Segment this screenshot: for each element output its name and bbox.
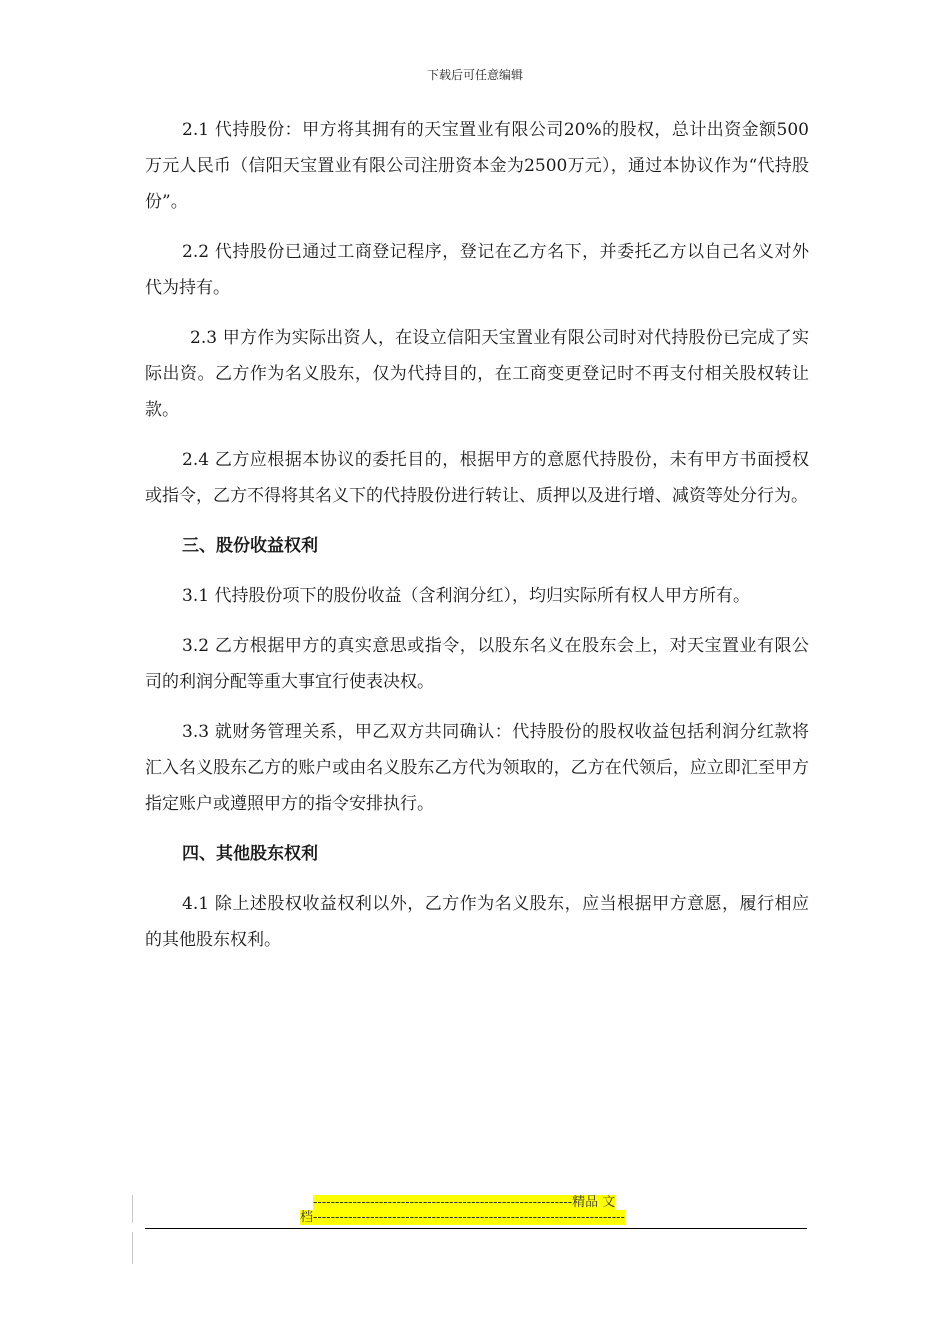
section-heading-4: 四、其他股东权利 bbox=[182, 844, 318, 864]
footer-margin-line-bottom bbox=[132, 1232, 133, 1264]
clause-2-3: 2.3 甲方作为实际出资人，在设立信阳天宝置业有限公司时对代持股份已完成了实际出资。乙方作为名义股东，仅为代持目的，在工商变更登记时不再支付相关股权转让款。 bbox=[145, 328, 809, 420]
clause-3-2: 3.2 乙方根据甲方的真实意思或指令，以股东名义在股东会上，对天宝置业有限公司的利润分配等重大事宜行使表决权。 bbox=[145, 636, 809, 692]
clause-2-2: 2.2 代持股份已通过工商登记程序，登记在乙方名下，并委托乙方以自己名义对外代为持有。 bbox=[145, 242, 809, 298]
footer-margin-line-top bbox=[132, 1195, 133, 1223]
clause-4-1: 4.1 除上述股权收益权利以外，乙方作为名义股东，应当根据甲方意愿，履行相应的其他股东权利。 bbox=[145, 894, 809, 950]
footer-line-1: -----------------------------------------------------------精品 文 bbox=[313, 1195, 616, 1210]
footer-line-2: 档----------------------------------------------------------------------- bbox=[300, 1210, 625, 1225]
page-header: 下载后可任意编辑 bbox=[426, 68, 523, 82]
clause-2-1: 2.1 代持股份：甲方将其拥有的天宝置业有限公司20%的股权，总计出资金额500万元人民币（信阳天宝置业有限公司注册资本金为2500万元），通过本协议作为“代持股份”。 bbox=[145, 120, 809, 212]
section-heading-3: 三、股份收益权利 bbox=[182, 536, 318, 556]
clause-3-1: 3.1 代持股份项下的股份收益（含利润分红），均归实际所有权人甲方所有。 bbox=[182, 586, 750, 606]
clause-3-3: 3.3 就财务管理关系，甲乙双方共同确认：代持股份的股权收益包括利润分红款将汇入名义股东乙方的账户或由名义股东乙方代为领取的，乙方在代领后，应立即汇至甲方指定账户或遵照甲方的指令安排执行。 bbox=[145, 722, 809, 814]
footer-watermark bbox=[300, 1195, 652, 1225]
clause-2-4: 2.4 乙方应根据本协议的委托目的，根据甲方的意愿代持股份，未有甲方书面授权或指令，乙方不得将其名义下的代持股份进行转让、质押以及进行增、减资等处分行为。 bbox=[145, 450, 809, 506]
footer-divider bbox=[145, 1228, 807, 1229]
document-body bbox=[145, 112, 809, 972]
